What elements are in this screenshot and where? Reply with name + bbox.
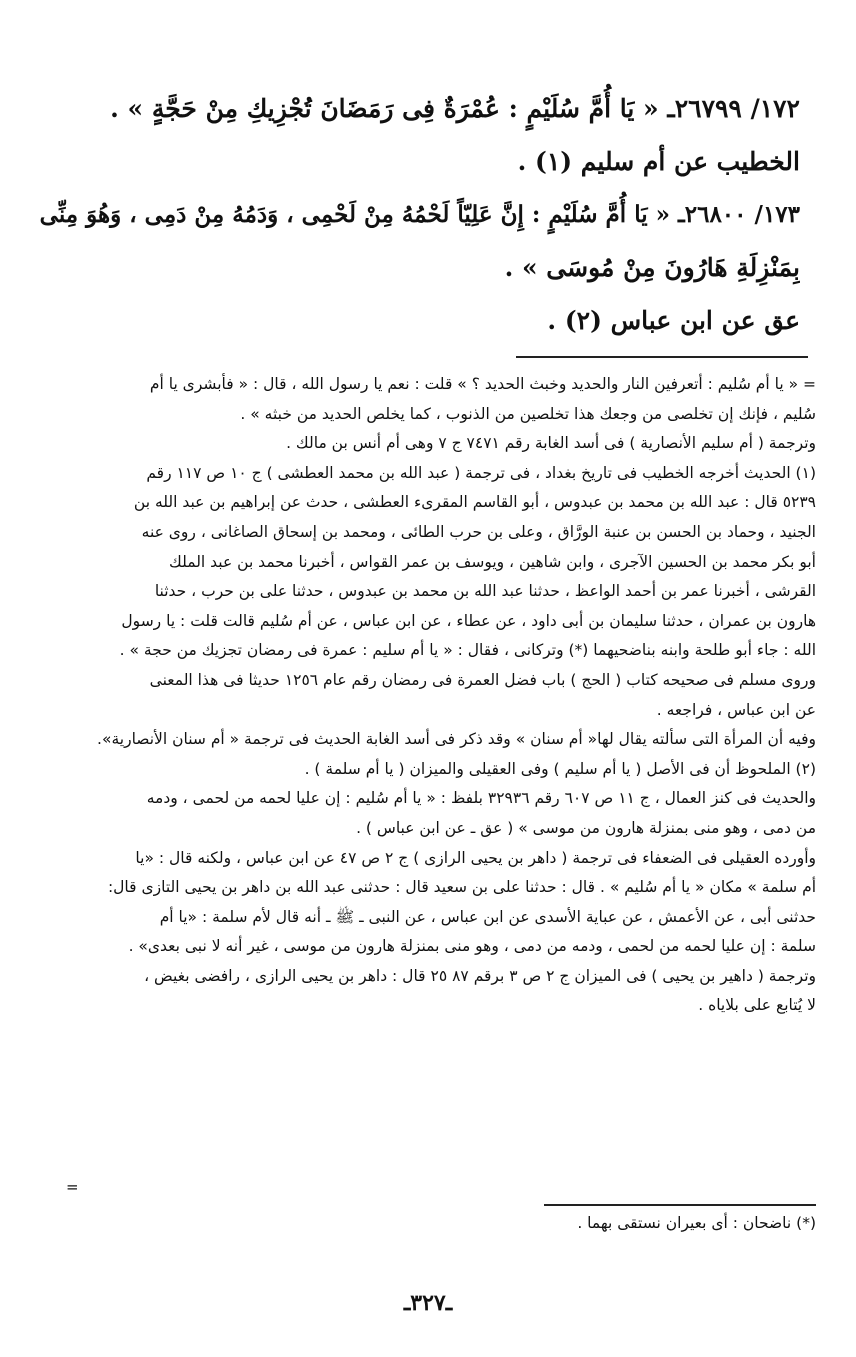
footnote-line: ٥٢٣٩ قال : عبد الله بن محمد بن عبدوس ، أبو القاسم المقرىء العطشى ، حدث عن إبراهيم بن عبد الله بن xyxy=(133,493,816,512)
footnote-line: وفيه أن المرأة التى سألته يقال لها« أم سنان » وقد ذكر فى أسد الغابة الحديث فى ترجمة « أم سنان الأنصارية». xyxy=(97,730,816,749)
footnote-line: وأورده العقيلى فى الضعفاء فى ترجمة ( داهر بن يحيى الرازى ) ج ٢ ص ٤٧ عن ابن عباس ، ولكنه قال : «يا xyxy=(135,848,816,867)
footnote-line: أم سلمة » مكان « يا أم سُليم » . قال : حدثنا على بن سعيد قال : حدثنى عبد الله بن داهر بن يحيى التازى قال: xyxy=(107,878,816,897)
footnote-line: أبو بكر محمد بن الحسين الآجرى ، وابن شاهين ، ويوسف بن عمر القواس ، أخبرنا محمد بن عبد الملك xyxy=(169,552,816,571)
footnotes-block xyxy=(34,370,816,1021)
footnote-line: الجنيد ، وحماد بن الحسن بن عنبة الورَّاق ، وعلى بن حرب الطائى ، ومحمد بن إسحاق الصاغانى ، روى عنه xyxy=(141,522,816,541)
hadith-173-continuation: بِمَنْزِلَةِ هَارُونَ مِنْ مُوسَى » . xyxy=(504,253,800,282)
footnote-line: سُليم ، فإنك إن تخلصى من وجعك هذا تخلصين من الذنوب ، كما يخلص الحديد من خبثه » . xyxy=(240,404,816,423)
footnote-line: هارون بن عمران ، حدثنا سليمان بن أبى داود ، عن عطاء ، عن ابن عباس ، عن أم سُليم قالت قلت : يا رسول xyxy=(121,611,816,630)
footnote-line: وترجمة ( داهير بن يحيى ) فى الميزان ج ٢ ص ٣ برقم ٨٧ ٢٥ قال : داهر بن يحيى الرازى ، رافضى بغيض ، xyxy=(144,966,816,985)
footnote-line: من دمى ، وهو منى بمنزلة هارون من موسى » ( عق ـ عن ابن عباس ) . xyxy=(356,818,816,837)
footnote-line: = « يا أم سُليم : أتعرفين النار والحديد وخبث الحديد ؟ » قلت : نعم يا رسول الله ، قال : « فأبشرى يا أم xyxy=(149,375,816,393)
footnote-line: سلمة : إن عليا لحمه من لحمى ، ودمه من دمى ، وهو منى بمنزلة هارون من موسى ، غير أنه لا نبى بعدى» . xyxy=(128,937,816,956)
hadith-text-block xyxy=(40,82,800,347)
footnote-line: والحديث فى كنز العمال ، ج ١١ ص ٦٠٧ رقم ٣٢٩٣٦ بلفظ : « يا أم سُليم : إن عليا لحمه من لحمى ، ودمه xyxy=(146,789,816,808)
footnote-line: حدثنى أبى ، عن الأعمش ، عن عباية الأسدى عن ابن عباس ، عن النبى ـ ﷺ ـ أنه قال لأم سلمة : «يا أم xyxy=(159,907,816,926)
hadith-172-line: ١٧٢/ ٢٦٧٩٩ـ « يَا أُمَّ سُلَيْمٍ : عُمْرَةٌ فِى رَمَضَانَ تُجْزِيكِ مِنْ حَجَّةٍ » . xyxy=(110,94,800,123)
footnote-1-start: (١) الحديث أخرجه الخطيب فى تاريخ بغداد ، فى ترجمة ( عبد الله بن محمد العطشى ) ج ١٠ ص ١١٧ رقم xyxy=(146,463,816,482)
footnote-line: وروى مسلم فى صحيحه كتاب ( الحج ) باب فضل العمرة فى رمضان رقم عام ١٢٥٦ حديثا فى هذا المعنى xyxy=(149,670,816,689)
hadith-172-source: الخطيب عن أم سليم (١) . xyxy=(517,147,800,176)
footnote-line: الله : جاء أبو طلحة وابنه بناضحيهما (*) وتركانى ، فقال : « يا أم سليم : عمرة فى رمضان تجزيك من حجة » . xyxy=(119,641,816,660)
footnote-line: وترجمة ( أم سليم الأنصارية ) فى أسد الغابة رقم ٧٤٧١ ج ٧ وهى أم أنس بن مالك . xyxy=(286,434,816,453)
page-number: ـ٣٢٧ـ xyxy=(403,1290,453,1316)
continuation-mark: = xyxy=(66,1178,79,1196)
footnote-separator xyxy=(516,356,808,358)
footnote-line: عن ابن عباس ، فراجعه . xyxy=(656,700,816,719)
hadith-173-source: عق عن ابن عباس (٢) . xyxy=(547,306,800,335)
footnote-line: لا يُتابع على بلاياه . xyxy=(698,996,816,1015)
footnote-2-start: (٢) الملحوظ أن فى الأصل ( يا أم سليم ) وفى العقيلى والميزان ( يا أم سلمة ) . xyxy=(304,759,816,778)
star-note-separator xyxy=(544,1204,816,1206)
star-footnote: (*) ناضحان : أى بعيران نستقى بهما . xyxy=(577,1214,816,1232)
footnote-line: القرشى ، أخبرنا عمر بن أحمد الواعظ ، حدثنا عبد الله بن محمد بن عبدوس ، حدثنا على بن حرب ، حدثنا xyxy=(154,582,816,601)
hadith-173-line: ١٧٣/ ٢٦٨٠٠ـ « يَا أُمَّ سُلَيْمٍ : إِنَّ عَلِيّاً لَحْمُهُ مِنْ لَحْمِى ، وَدَمُهُ مِنْ دَمِى ، وَهُوَ مِنِّى xyxy=(40,201,800,228)
